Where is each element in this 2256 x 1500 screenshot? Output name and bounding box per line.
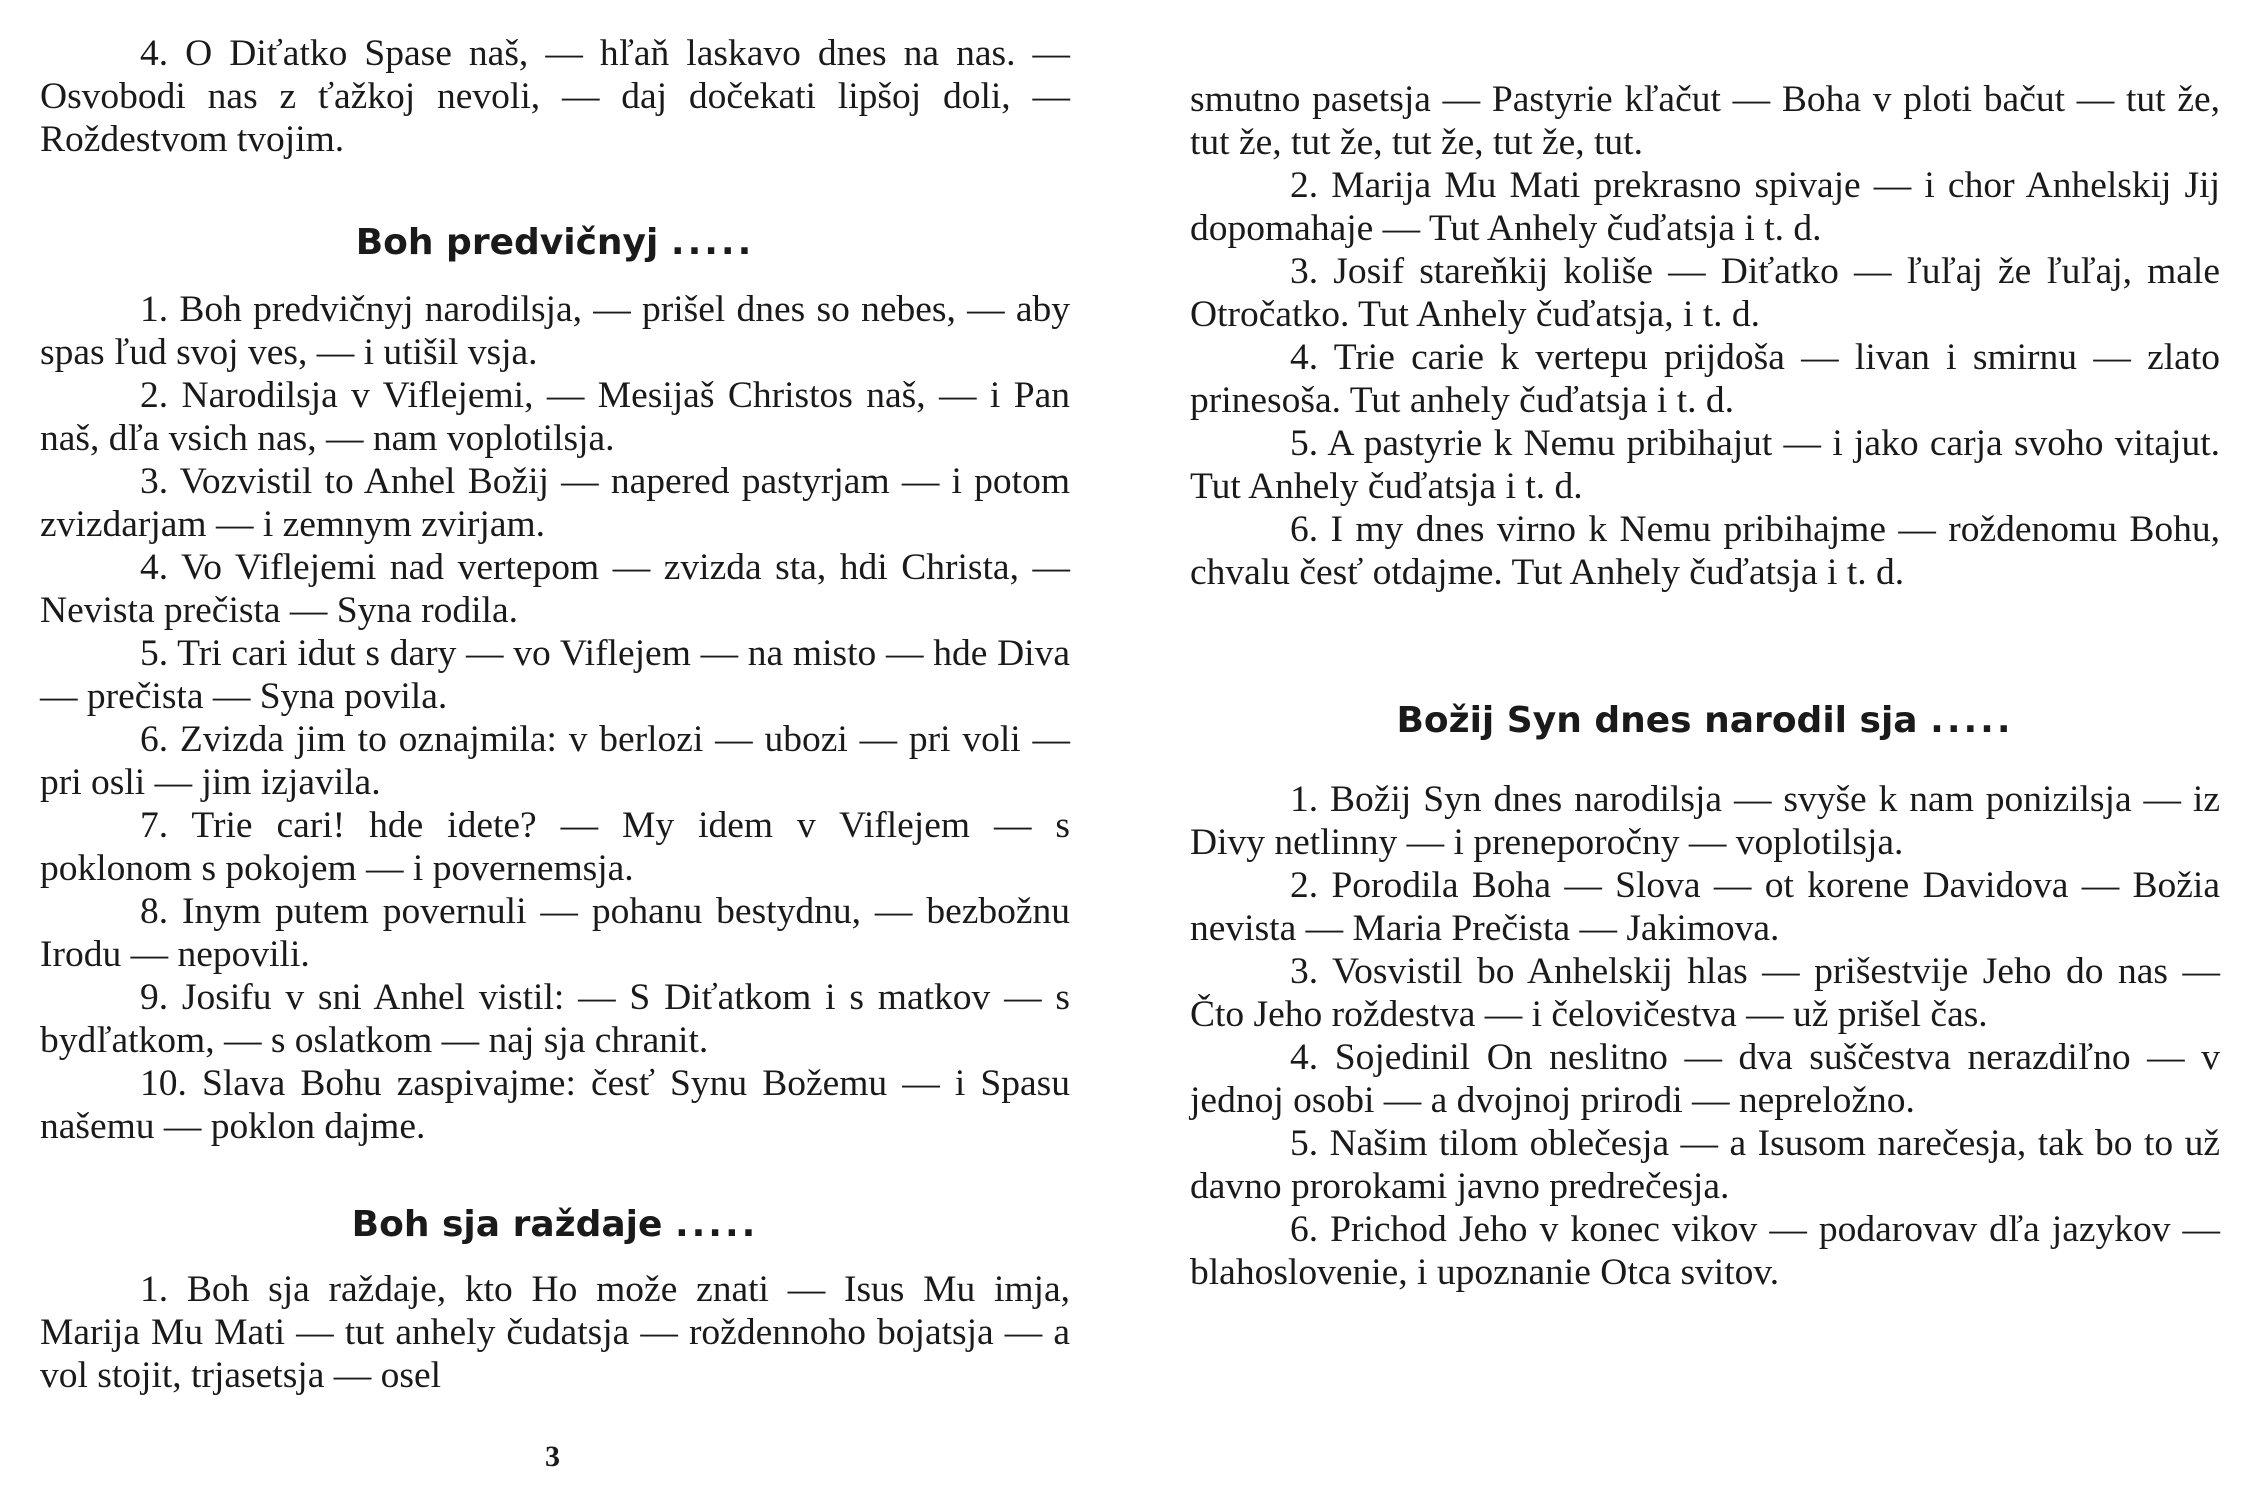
stanza: 10. Slava Bohu zaspivajme: česť Synu Božemu — i Spasu našemu — poklon dajme. [40,1063,1070,1147]
stanza: 2. Narodilsja v Viflejemi, — Mesijaš Christos naš, — i Pan naš, dľa vsich nas, — nam voplotilsja. [40,375,1070,459]
stanza-continuation: smutno pasetsja — Pastyrie kľačut — Boha v ploti bačut — tut že, tut že, tut že, tut že, tut že, tut. [1190,79,2220,163]
stanza: 4. Sojedinil On neslitno — dva suščestva nerazdiľno — v jednoj osobi — a dvojnoj prirodi — nepreložno. [1190,1037,2220,1121]
stanza: 2. Porodila Boha — Slova — ot korene Davidova — Božia nevista — Maria Prečista — Jakimova. [1190,865,2220,949]
page-number: 3 [545,1440,560,1473]
right-column-top [1190,78,2220,594]
stanza: 5. Našim tilom oblečesja — a Isusom narečesja, tak bo to už davno prorokami javno predrečesja. [1190,1123,2220,1207]
stanza: 5. Tri cari idut s dary — vo Viflejem — na misto — hde Diva — prečista — Syna povila. [40,633,1070,717]
stanza: 9. Josifu v sni Anhel vistil: — S Diťatkom i s matkov — s bydľatkom, — s oslatkom — naj sja chranit. [40,977,1070,1061]
left-page [40,0,1070,1500]
stanza: 7. Trie cari! hde idete? — My idem v Viflejem — s poklonom s pokojem — i povernemsja. [40,805,1070,889]
song2-body [40,1268,1070,1397]
song-heading [40,1204,1070,1245]
stanza: 5. A pastyrie k Nemu pribihajut — i jako carja svoho vitajut. Tut Anhely čuďatsja i t. d. [1190,423,2220,507]
left-column-top [40,32,1070,161]
stanza: 1. Boh predvičnyj narodilsja, — prišel dnes so nebes, — aby spas ľud svoj ves, — i utišil vsja. [40,289,1070,373]
song-title-text: Boh sja raždaje [351,1204,663,1245]
intro-stanza: 4. O Diťatko Spase naš, — hľaň laskavo dnes na nas. — Osvobodi nas z ťažkoj nevoli, — daj dočekati lipšoj doli, — Roždestvom tvojim. [40,33,1070,160]
stanza: 6. Prichod Jeho v konec vikov — podarovav dľa jazykov — blahoslovenie, i upoznanie Otca svitov. [1190,1209,2220,1293]
stanza: 2. Marija Mu Mati prekrasno spivaje — i chor Anhelskij Jij dopomahaje — Tut Anhely čuďatsja i t. d. [1190,165,2220,249]
stanza: 1. Boh sja raždaje, kto Ho može znati — Isus Mu imja, Marija Mu Mati — tut anhely čudatsja — roždennoho bojatsja — a vol stojit, trjasetsja — osel [40,1269,1070,1396]
song-title-bozij-syn [1190,700,2220,741]
title-dots: ..... [670,222,755,263]
stanza: 4. Vo Viflejemi nad vertepom — zvizda sta, hdi Christa, — Nevista prečista — Syna rodila. [40,547,1070,631]
song-title-boh-sja-razdaje [40,1204,1070,1245]
right-page [1190,0,2220,1500]
stanza: 6. Zvizda jim to oznajmila: v berlozi — ubozi — pri voli — pri osli — jim izjavila. [40,719,1070,803]
song1-body [40,288,1070,1148]
stanza: 4. Trie carie k vertepu prijdoša — livan i smirnu — zlato prinesoša. Tut anhely čuďatsja i t. d. [1190,337,2220,421]
song-title-text: Boh predvičnyj [355,222,659,263]
song-heading [1190,700,2220,741]
title-dots: ..... [1930,700,2014,741]
stanza: 3. Josif stareňkij koliše — Diťatko — ľuľaj že ľuľaj, male Otročatko. Tut Anhely čuďatsja, i t. d. [1190,251,2220,335]
stanza: 6. I my dnes virno k Nemu pribihajme — roždenomu Bohu, chvalu česť otdajme. Tut Anhely čuďatsja i t. d. [1190,509,2220,593]
song3-body [1190,778,2220,1294]
title-dots: ..... [674,1204,759,1245]
stanza: 8. Inym putem povernuli — pohanu bestydnu, — bezbožnu Irodu — nepovili. [40,891,1070,975]
stanza: 1. Božij Syn dnes narodilsja — svyše k nam ponizilsja — iz Divy netlinny — i preneporočny — voplotilsja. [1190,779,2220,863]
song-title-text: Božij Syn dnes narodil sja [1396,700,1918,741]
stanza: 3. Vozvistil to Anhel Božij — napered pastyrjam — i potom zvizdarjam — i zemnym zvirjam. [40,461,1070,545]
stanza: 3. Vosvistil bo Anhelskij hlas — prišestvije Jeho do nas — Čto Jeho roždestva — i čelovičestva — už prišel čas. [1190,951,2220,1035]
song-title-boh-predvicnyj [40,222,1070,263]
song-heading [40,222,1070,263]
